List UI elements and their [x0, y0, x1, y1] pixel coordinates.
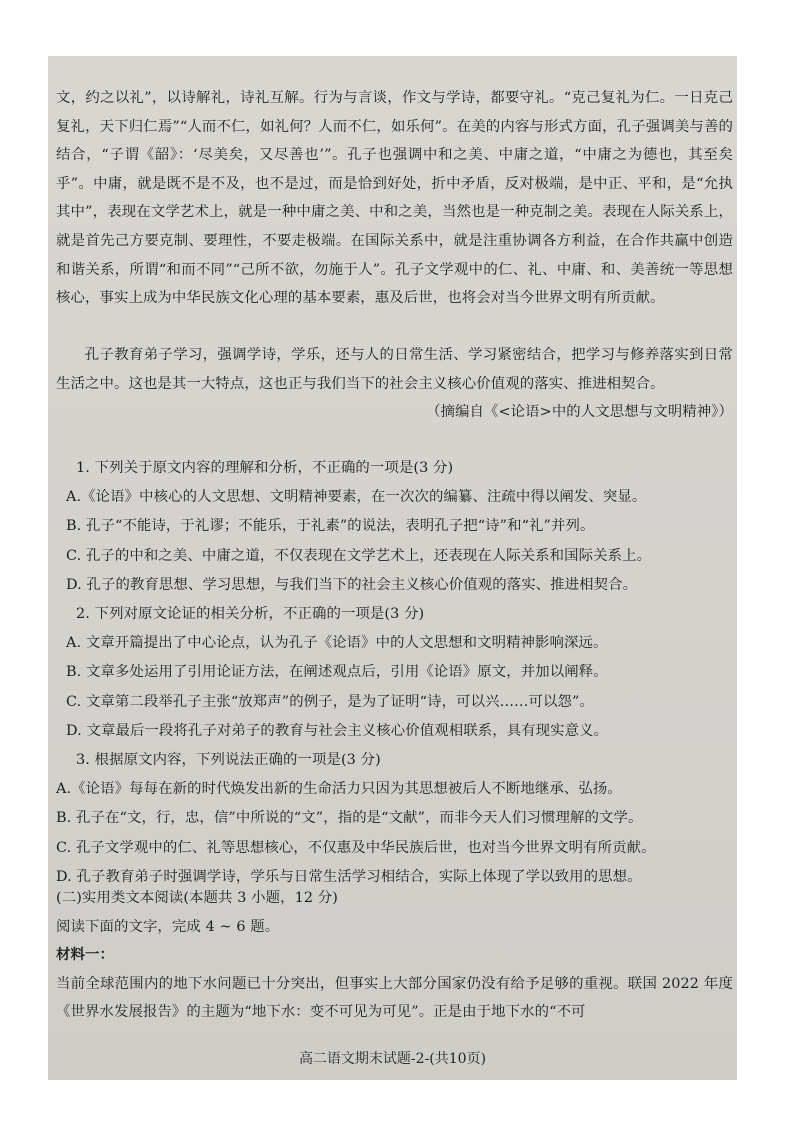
question-1-option-d: D. 孔子的教育思想、学习思想，与我们当下的社会主义核心价值观的落实、推进相契合。 — [66, 576, 638, 593]
material-1-label: 材料一： — [56, 946, 114, 964]
question-2 — [56, 600, 733, 746]
passage-source: （摘编自《<论语>中的人文思想与文明精神》） — [426, 404, 733, 421]
section-2-instruction: 阅读下面的文字，完成 4 ~ 6 题。 — [56, 918, 280, 935]
question-1-option-a: A.《论语》中核心的人文思想、文明精神要素，在一次次的编纂、注疏中得以阐发、突显。 — [66, 489, 647, 506]
question-3 — [56, 746, 733, 892]
passage-paragraph-1: 文，约之以礼”，以诗解礼，诗礼互解。行为与言谈，作文与学诗，都要守礼。“克己复礼为仁。一日克己复礼，天下归仁焉”“人而不仁，如礼何？人而不仁，如乐何”。在美的内容与形式方面，孔子强调美与善的结合，“子谓《韶》：‘尽美矣，又尽善也’”。孔子也强调中和之美、中庸之道，“中庸之为德也，其至矣乎”。中庸，就是既不是不及，也不是过，而是恰到好处，折中矛盾，反对极端，是中正、平和，是“允执其中”，表现在文学艺术上，就是一种中庸之美、中和之美，当然也是一种克制之美。表现在人际关系上，就是首先己方要克制、要理性，不要走极端。在国际关系中，就是注重协调各方利益，在合作共赢中创造和谐关系，所谓“和而不同”“己所不欲，勿施于人”。孔子文学观中的仁、礼、中庸、和、美善统一等思想核心，事实上成为中华民族文化心理的基本要素，惠及后世，也将会对当今世界文明有所贡献。 — [56, 90, 733, 307]
passage-paragraph-2: 孔子教育弟子学习，强调学诗，学乐，还与人的日常生活、学习紧密结合，把学习与修养落实到日常生活之中。这也是其一大特点，这也正与我们当下的社会主义核心价值观的落实、推进相契合。 — [56, 347, 733, 392]
question-2-stem: 2. 下列对原文论证的相关分析，不正确的一项是(3 分) — [76, 606, 425, 622]
section-2 — [56, 884, 733, 1027]
question-2-option-a: A. 文章开篇提出了中心论点，认为孔子《论语》中的人文思想和文明精神影响深远。 — [66, 635, 608, 652]
section-2-heading: (二)实用类文本阅读(本题共 3 小题，12 分) — [56, 890, 339, 906]
question-3-option-a: A.《论语》每每在新的时代焕发出新的生命活力只因为其思想被后人不断地继承、弘扬。 — [56, 781, 622, 798]
material-1-text: 当前全球范围内的地下水问题已十分突出，但事实上大部分国家仍没有给予足够的重视。联国 2022 年度《世界水发展报告》的主题为“地下水：变不可见为可见”。正是由于地下水的“不可 — [56, 975, 733, 1021]
question-3-option-d: D. 孔子教育弟子时强调学诗，学乐与日常生活学习相结合，实际上体现了学以致用的思想。 — [56, 868, 642, 885]
question-3-stem: 3. 根据原文内容，下列说法正确的一项是(3 分) — [76, 752, 381, 768]
question-1-option-b: B. 孔子“不能诗，于礼谬；不能乐，于礼素”的说法，表明孔子把“诗”和“礼”并列。 — [66, 518, 595, 535]
question-2-option-d: D. 文章最后一段将孔子对弟子的教育与社会主义核心价值观相联系，具有现实意义。 — [66, 722, 609, 739]
exam-page — [48, 56, 737, 1080]
question-2-option-b: B. 文章多处运用了引用论证方法，在阐述观点后，引用《论语》原文，并加以阐释。 — [66, 664, 608, 681]
question-3-option-b: B. 孔子在“文，行，忠，信”中所说的“文”，指的是“文献”，而非今天人们习惯理解的文学。 — [56, 810, 643, 827]
question-1-option-c: C. 孔子的中和之美、中庸之道，不仅表现在文学艺术上，还表现在人际关系和国际关系上。 — [66, 547, 652, 564]
question-1 — [56, 454, 733, 600]
question-1-stem: 1. 下列关于原文内容的理解和分析，不正确的一项是(3 分) — [76, 460, 454, 476]
passage-end — [56, 341, 733, 427]
question-2-option-c: C. 文章第二段举孔子主张“放郑声”的例子，是为了证明“诗，可以兴……可以怨”。 — [66, 693, 594, 710]
question-3-option-c: C. 孔子文学观中的仁、礼等思想核心，不仅惠及中华民族后世，也对当今世界文明有所贡献。 — [56, 839, 656, 856]
page-footer: 高二语文期末试题-2-(共10页) — [298, 1051, 487, 1067]
passage-continuation — [56, 84, 733, 313]
